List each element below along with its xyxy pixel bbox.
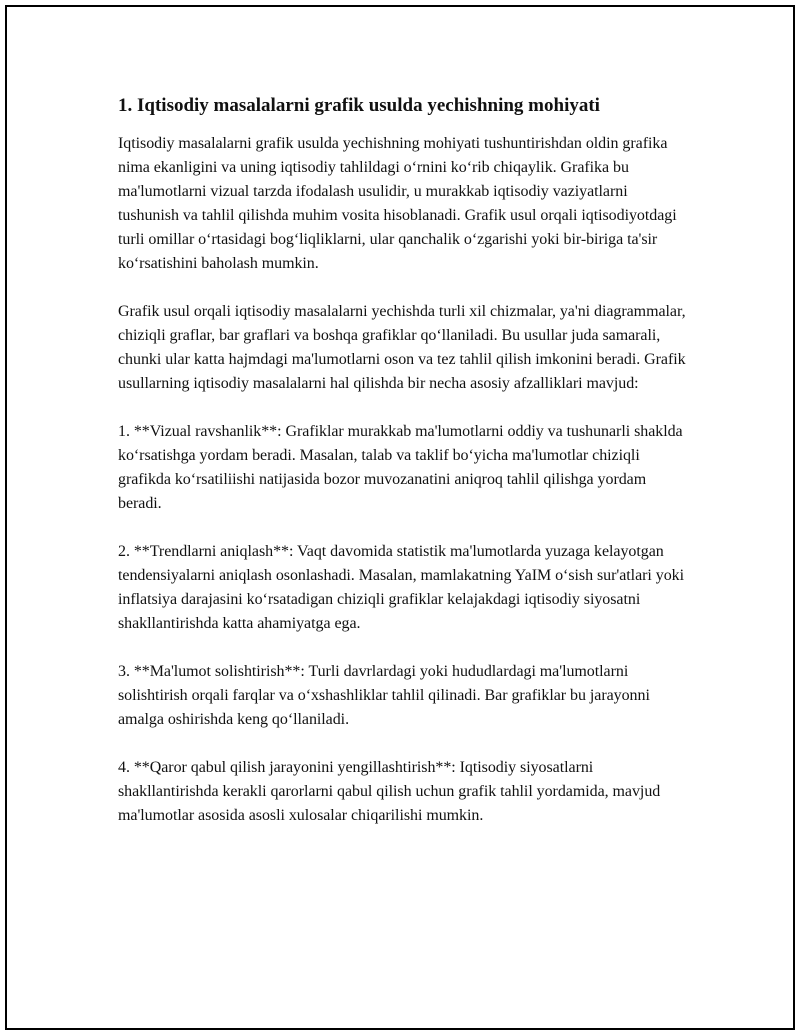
list-item-decision-making: 4. **Qaror qabul qilish jarayonini yengillashtirish**: Iqtisodiy siyosatlarni shakllantirishda kerakli qarorlarni qabul qilish uchun grafik tahlil yordamida, mavjud ma'lumotlar asosida asosli xulosalar chiqarilishi mumkin. bbox=[118, 759, 661, 824]
intro-paragraph: Iqtisodiy masalalarni grafik usulda yechishning mohiyati tushuntirishdan oldin grafika nima ekanligini va uning iqtisodiy tahlildagi o‘rnini ko‘rib chiqaylik. Grafika bu ma'lumotlarni vizual tarzda ifodalash usulidir, u murakkab iqtisodiy vaziyatlarni tushunish va tahlil qilishda muhim vosita hisoblanadi. Grafik usul orqali iqtisodiyotdagi turli omillar o‘rtasidagi bog‘liqliklarni, ular qanchalik o‘zgarishi yoki bir-biriga ta'sir ko‘rsatishini baholash mumkin. bbox=[118, 135, 677, 272]
list-item-trend-detection: 2. **Trendlarni aniqlash**: Vaqt davomida statistik ma'lumotlarda yuzaga kelayotgan tendensiyalarni aniqlash osonlashadi. Masalan, mamlakatning YaIM o‘sish sur'atlari yoki inflatsiya darajasini ko‘rsatadigan chiziqli grafiklar kelajakdagi iqtisodiy siyosatni shakllantirishda katta ahamiyatga ega. bbox=[118, 543, 684, 632]
section-heading: 1. Iqtisodiy masalalarni grafik usulda yechishning mohiyati bbox=[118, 95, 600, 116]
list-item-data-comparison: 3. **Ma'lumot solishtirish**: Turli davrlardagi yoki hududlardagi ma'lumotlarni solishtirish orqali farqlar va o‘xshashliklar tahlil qilinadi. Bar grafiklar bu jarayonni amalga oshirishda keng qo‘llaniladi. bbox=[118, 663, 650, 728]
list-item-visual-clarity: 1. **Vizual ravshanlik**: Grafiklar murakkab ma'lumotlarni oddiy va tushunarli shaklda ko‘rsatishga yordam beradi. Masalan, talab va taklif bo‘yicha ma'lumotlar chiziqli grafikda ko‘rsatiliishi natijasida bozor muvozanatini aniqroq tahlil qilishga yordam beradi. bbox=[118, 423, 683, 512]
document-body bbox=[118, 93, 686, 852]
methods-paragraph: Grafik usul orqali iqtisodiy masalalarni yechishda turli xil chizmalar, ya'ni diagrammalar, chiziqli graflar, bar graflari va boshqa grafiklar qo‘llaniladi. Bu usullar juda samarali, chunki ular katta hajmdagi ma'lumotlarni oson va tez tahlil qilish imkonini beradi. Grafik usullarning iqtisodiy masalalarni hal qilishda bir necha asosiy afzalliklari mavjud: bbox=[118, 303, 686, 392]
